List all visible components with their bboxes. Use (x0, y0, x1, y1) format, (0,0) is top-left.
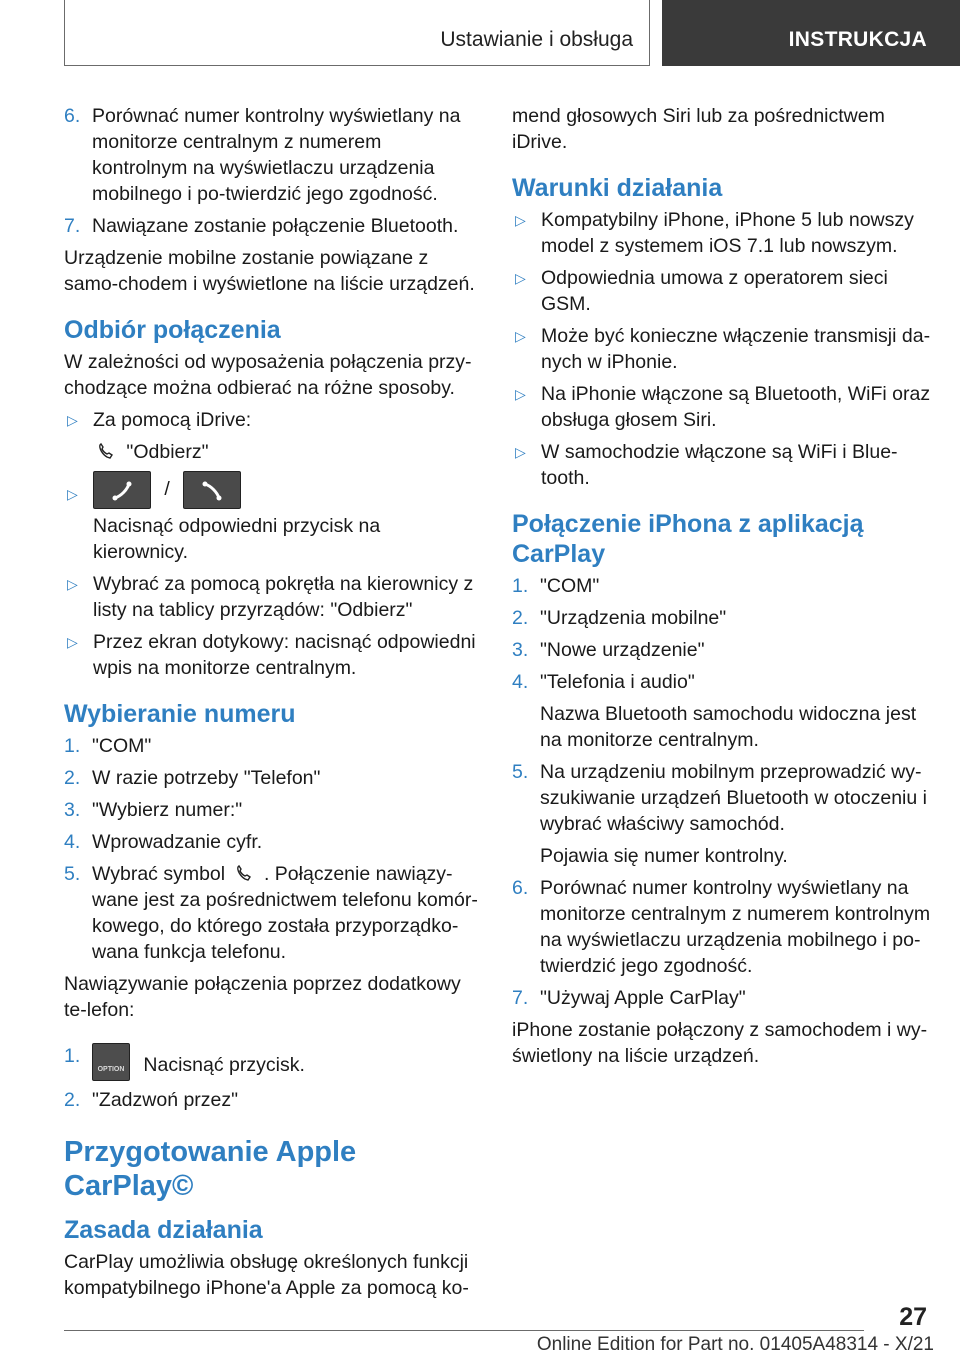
right-column (512, 103, 932, 1075)
item-text: Nacisnąć przycisk. (143, 1054, 305, 1076)
item-text: "Telefonia i audio" (540, 671, 695, 693)
item-text: . Połączenie nawiązy-wane jest za pośrednictwem telefonu komór-kowego, do którego została przyporządko-wana funkcja telefonu. (92, 863, 478, 963)
paragraph: Urządzenie mobilne zostanie powiązane z samo-chodem i wyświetlone na liście urządzeń. (64, 247, 475, 295)
bullet-item (512, 265, 932, 317)
bullet-text: Przez ekran dotykowy: nacisnąć odpowiedni wpis na monitorze centralnym. (93, 631, 476, 679)
item-text: Wybrać symbol (92, 863, 226, 885)
phone-pickup-icon (111, 480, 135, 502)
phone-icon (97, 442, 117, 460)
paragraph: W zależności od wyposażenia połączenia przy-chodzące można odbierać na różne sposoby. (64, 351, 472, 399)
bullet-item (64, 407, 480, 433)
phone-hangup-icon (201, 480, 225, 502)
list-item (512, 875, 932, 979)
paragraph: Nawiązywanie połączenia poprzez dodatkowy te-lefon: (64, 973, 461, 1021)
item-number: 2. (64, 1089, 81, 1111)
item-text: "COM" (92, 735, 152, 757)
section-title: Ustawianie i obsługa (440, 28, 633, 51)
header-tab[interactable] (662, 0, 960, 66)
paragraph: CarPlay umożliwia obsługę określonych funkcji kompatybilnego iPhone'a Apple za pomocą ko- (64, 1251, 469, 1299)
item-number: 4. (512, 671, 529, 693)
sub-line (64, 439, 480, 465)
option-button[interactable] (92, 1043, 130, 1081)
item-number: 2. (512, 607, 529, 629)
bullet-item (64, 471, 480, 509)
list-item (64, 1087, 480, 1113)
item-number: 3. (64, 799, 81, 821)
end-call-button[interactable] (183, 471, 241, 509)
item-number: 2. (64, 767, 81, 789)
triangle-bullet-icon: ▷ (515, 386, 526, 402)
list-item (64, 765, 480, 791)
sub-line: Nazwa Bluetooth samochodu widoczna jest na monitorze centralnym. (540, 703, 917, 751)
bullet-item (512, 323, 932, 375)
item-text: Wprowadzanie cyfr. (92, 831, 263, 853)
heading-zasada: Zasada działania (64, 1216, 263, 1244)
item-number: 5. (512, 761, 529, 783)
list-item (64, 1043, 480, 1081)
list-item (512, 605, 932, 631)
list-item (64, 733, 480, 759)
list-item (64, 797, 480, 823)
footer-edition: Online Edition for Part no. 01405A48314 - X/21 (536, 1334, 934, 1355)
triangle-bullet-icon: ▷ (515, 270, 526, 286)
item-text: "Nowe urządzenie" (540, 639, 705, 661)
bullet-text: Odpowiednia umowa z operatorem sieci GSM. (541, 267, 888, 315)
bullet-text: Może być konieczne włączenie transmisji da-nych w iPhonie. (541, 325, 931, 373)
triangle-bullet-icon: ▷ (67, 412, 78, 428)
item-text: Porównać numer kontrolny wyświetlany na monitorze centralnym z numerem kontrolnym na wyświetlaczu urządzenia mobilnego i po-twierdzić jego zgodność. (92, 105, 461, 205)
option-button-label: OPTION (97, 1066, 125, 1073)
item-number: 7. (512, 987, 529, 1009)
heading-warunki: Warunki działania (512, 174, 723, 202)
bullet-text: Za pomocą iDrive: (93, 409, 252, 431)
sub-line: Nacisnąć odpowiedni przycisk na kierownicy. (93, 515, 381, 563)
item-text: Na urządzeniu mobilnym przeprowadzić wy-szukiwanie urządzeń Bluetooth w otoczeniu i wybrać właściwy samochód. (540, 761, 927, 835)
triangle-bullet-icon: ▷ (515, 444, 526, 460)
separator: / (164, 478, 170, 501)
sub-line: Pojawia się numer kontrolny. (540, 845, 788, 867)
list-item (64, 829, 480, 855)
bullet-item (512, 439, 932, 491)
triangle-bullet-icon: ▷ (67, 634, 78, 650)
item-number: 3. (512, 639, 529, 661)
item-number: 6. (512, 877, 529, 899)
bullet-text: W samochodzie włączone są WiFi i Blue-tooth. (541, 441, 898, 489)
answer-call-button[interactable] (93, 471, 151, 509)
heading-odbior: Odbiór połączenia (64, 316, 281, 344)
item-number: 7. (64, 215, 81, 237)
item-number: 1. (64, 1045, 81, 1067)
bullet-text: Wybrać za pomocą pokrętła na kierownicy z listy na tablicy przyrządów: "Odbierz" (93, 573, 474, 621)
item-number: 1. (64, 735, 81, 757)
phone-icon (235, 864, 255, 882)
footer-divider (64, 1330, 864, 1331)
item-text: "Urządzenia mobilne" (540, 607, 727, 629)
bullet-item (64, 629, 480, 681)
heading-carplay: Przygotowanie Apple CarPlay© (64, 1136, 357, 1202)
list-item (512, 669, 932, 695)
item-text: "Używaj Apple CarPlay" (540, 987, 746, 1009)
list-item (64, 103, 480, 207)
list-item (512, 759, 932, 837)
list-item (512, 573, 932, 599)
page-header (0, 0, 960, 66)
item-number: 6. (64, 105, 81, 127)
paragraph: iPhone zostanie połączony z samochodem i wy-świetlony na liście urządzeń. (512, 1019, 928, 1067)
item-number: 1. (512, 575, 529, 597)
item-text: "COM" (540, 575, 600, 597)
bullet-item (512, 381, 932, 433)
bullet-text: Kompatybilny iPhone, iPhone 5 lub nowszy model z systemem iOS 7.1 lub nowszym. (541, 209, 914, 257)
item-text: W razie potrzeby "Telefon" (92, 767, 321, 789)
item-number: 4. (64, 831, 81, 853)
triangle-bullet-icon: ▷ (67, 486, 78, 502)
page-number: 27 (899, 1303, 927, 1331)
triangle-bullet-icon: ▷ (515, 212, 526, 228)
left-column (64, 103, 480, 1307)
item-text: "Zadzwoń przez" (92, 1089, 239, 1111)
list-item (64, 213, 480, 239)
bullet-text: Na iPhonie włączone są Bluetooth, WiFi oraz obsługa głosem Siri. (541, 383, 931, 431)
list-item (64, 861, 480, 965)
header-tab-label: INSTRUKCJA (788, 28, 927, 51)
item-text: "Wybierz numer:" (92, 799, 243, 821)
list-item (512, 637, 932, 663)
item-text: Porównać numer kontrolny wyświetlany na monitorze centralnym z numerem kontrolnym na wyświetlaczu urządzenia mobilnego i po-twierdzić jego zgodność. (540, 877, 931, 977)
list-item (512, 985, 932, 1011)
triangle-bullet-icon: ▷ (67, 576, 78, 592)
sub-text: "Odbierz" (126, 441, 209, 463)
heading-wybieranie: Wybieranie numeru (64, 700, 296, 728)
item-number: 5. (64, 863, 81, 885)
triangle-bullet-icon: ▷ (515, 328, 526, 344)
heading-polaczenie: Połączenie iPhona z aplikacją CarPlay (512, 510, 864, 568)
item-text: Nawiązane zostanie połączenie Bluetooth. (92, 215, 459, 237)
header-section-box (64, 0, 650, 66)
bullet-item (64, 571, 480, 623)
bullet-item (512, 207, 932, 259)
paragraph: mend głosowych Siri lub za pośrednictwem iDrive. (512, 105, 885, 153)
